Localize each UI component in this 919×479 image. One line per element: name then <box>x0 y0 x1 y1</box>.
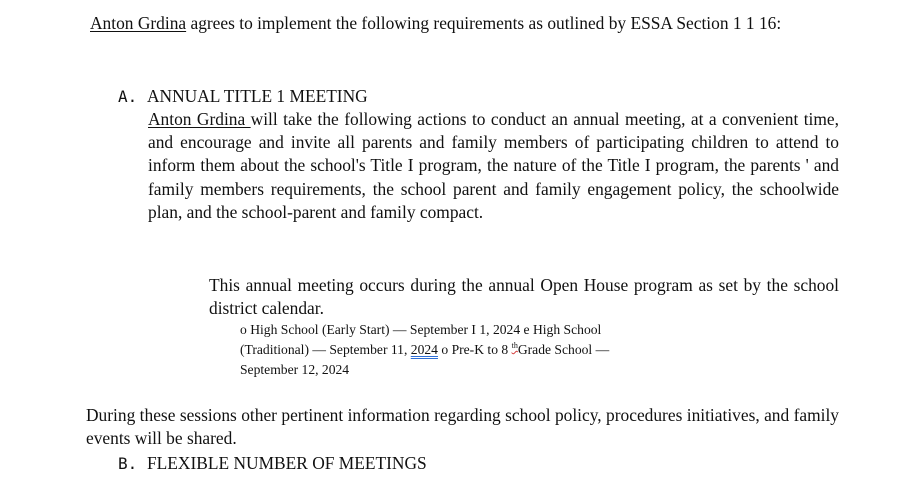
section-a-school-name: Anton Grdina <box>148 109 251 129</box>
meeting-schedule <box>240 320 640 379</box>
section-b-letter: B. <box>118 454 138 473</box>
schedule-line-2 <box>240 340 640 360</box>
schedule-line-2-before: (Traditional) — September 11, <box>240 341 411 357</box>
schedule-line-1: o High School (Early Start) — September I 1, 2024 e High School <box>240 322 602 337</box>
section-a-title: ANNUAL TITLE 1 MEETING <box>147 86 368 106</box>
schedule-line-2-middle: o Pre-K to 8 <box>437 341 512 357</box>
intro-paragraph <box>90 12 839 35</box>
school-name: Anton Grdina <box>90 13 187 33</box>
section-a-letter: A. <box>118 87 138 106</box>
section-a-body <box>148 108 839 224</box>
section-a-body-text: will take the following actions to conduct an annual meeting, at a convenient time, and encourage and invite all parents and family members of participating children to attend to inform them about the school's Title I program, the nature of the Title I program, the parents ' and family members requirements, the school parent and family engagement policy, the schoolwide plan, and the school-parent and family compact. <box>148 109 839 222</box>
schedule-year: 2024 <box>410 341 438 357</box>
schedule-line-3: September 12, 2024 <box>240 361 350 377</box>
meeting-note: This annual meeting occurs during the annual Open House program as set by the school district calendar. <box>209 275 839 319</box>
section-b-title: FLEXIBLE NUMBER OF MEETINGS <box>147 453 427 473</box>
intro-text: agrees to implement the following requirements as outlined by ESSA Section 1 1 16: <box>186 13 782 33</box>
ordinal-suffix: th <box>511 340 518 350</box>
schedule-line-2-after: Grade School — <box>517 341 610 357</box>
section-a-heading <box>118 85 368 108</box>
during-paragraph: During these sessions other pertinent information regarding school policy, procedures initiatives, and family events will be shared. <box>86 405 839 449</box>
section-b-heading <box>118 452 427 475</box>
